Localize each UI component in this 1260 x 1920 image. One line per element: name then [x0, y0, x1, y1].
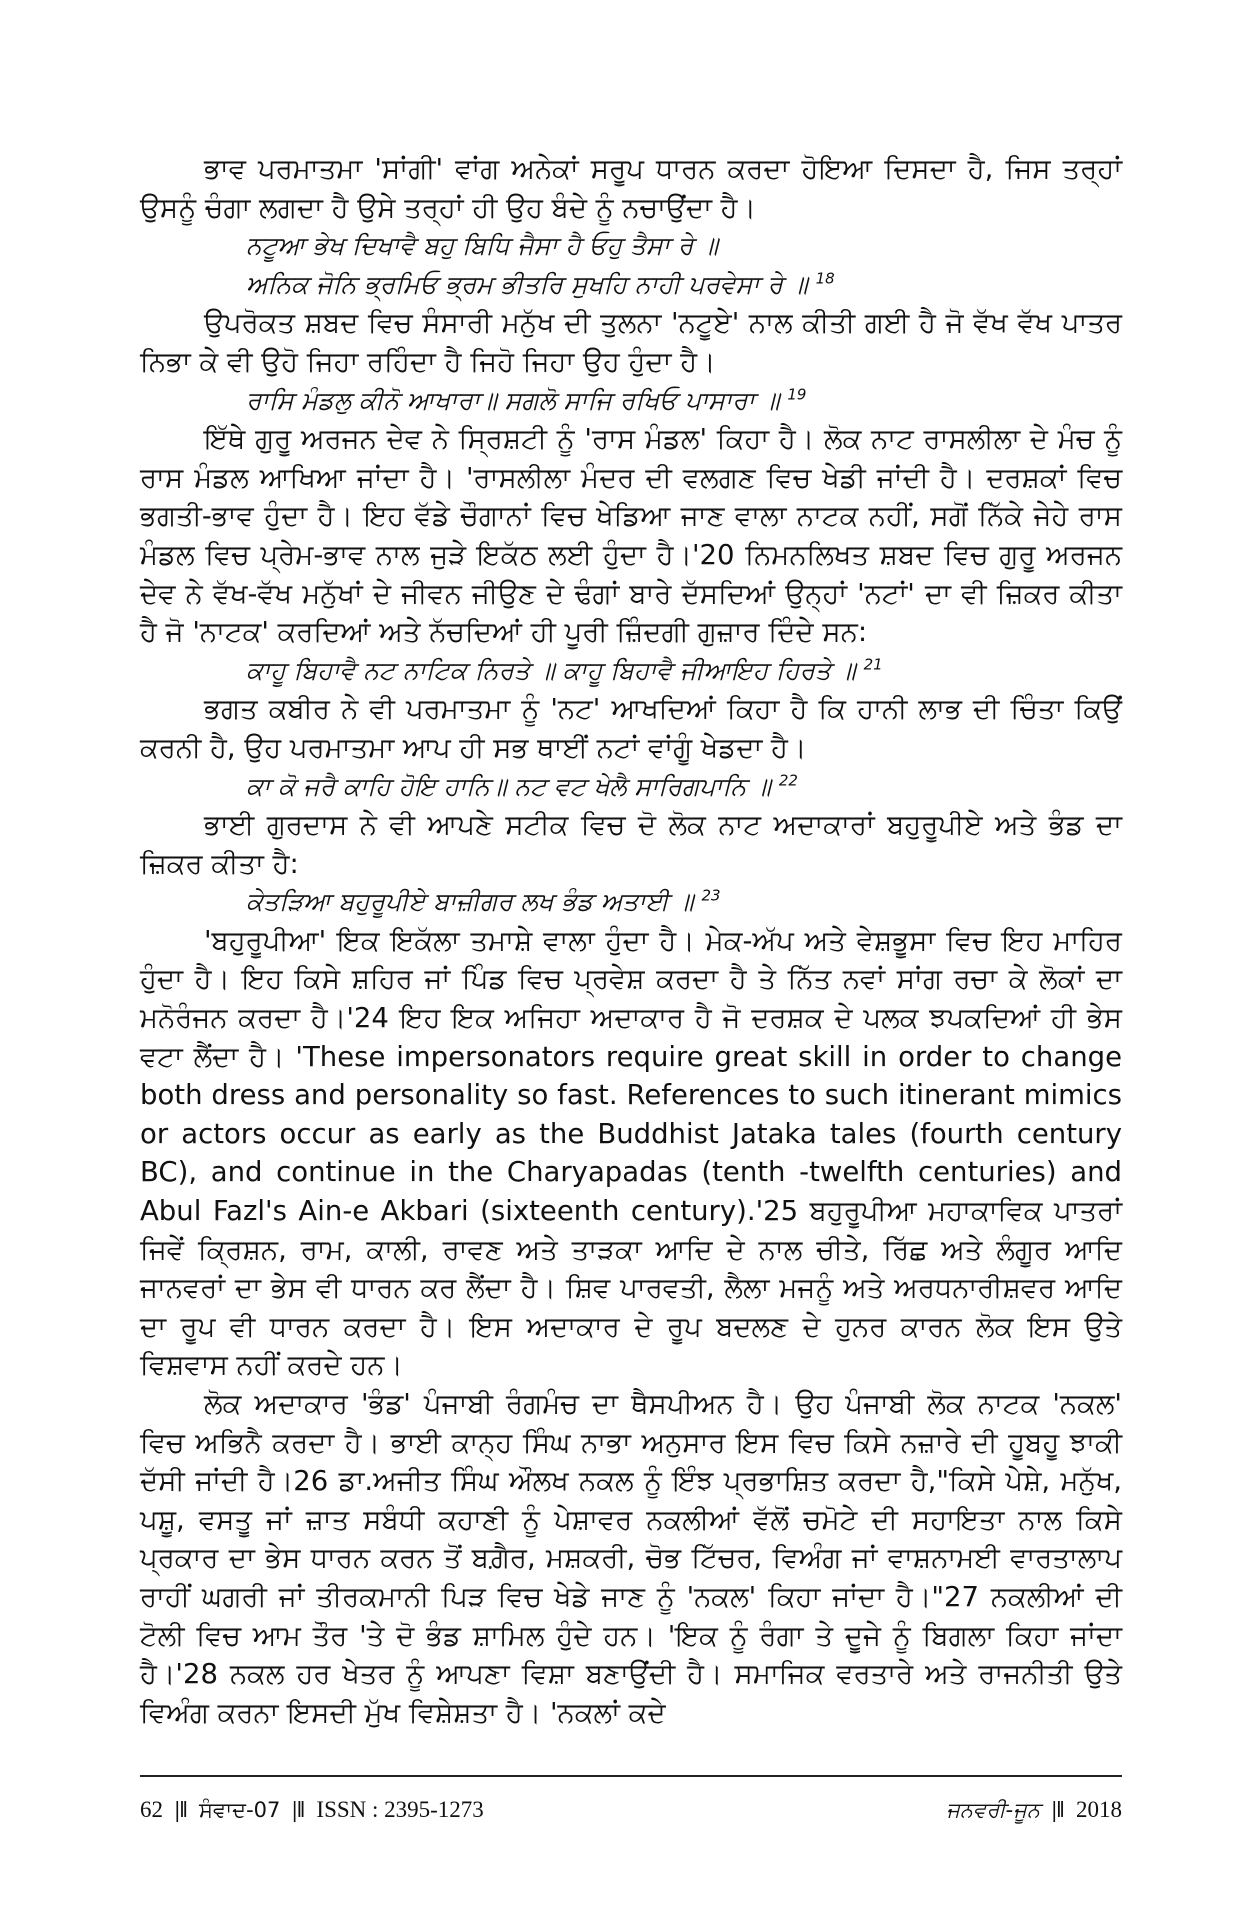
footnote-marker: 18: [815, 269, 835, 288]
verse-text: ਨਟੂਆ ਭੇਖ ਦਿਖਾਵੈ ਬਹੁ ਬਿਧਿ ਜੈਸਾ ਹੈ ਓਹੁ ਤੈਸਾ ਰੇ ॥: [246, 231, 719, 261]
verse-line: [140, 652, 1122, 691]
footnote-marker: 23: [701, 886, 721, 905]
verse-text: ਅਨਿਕ ਜੋਨਿ ਭ੍ਰਮਿਓ ਭ੍ਰਮ ਭੀਤਰਿ ਸੁਖਹਿ ਨਾਹੀ ਪਰਵੇਸਾ ਰੇ ॥: [246, 269, 808, 299]
paragraph: ਇੱਥੇ ਗੁਰੂ ਅਰਜਨ ਦੇਵ ਨੇ ਸ੍ਰਿਸ਼ਟੀ ਨੂੰ 'ਰਾਸ ਮੰਡਲ' ਕਿਹਾ ਹੈ। ਲੋਕ ਨਾਟ ਰਾਸਲੀਲਾ ਦੇ ਮੰਚ ਨੂੰ ਰਾਸ ਮੰਡਲ ਆਖਿਆ ਜਾਂਦਾ ਹੈ। 'ਰਾਸਲੀਲਾ ਮੰਦਰ ਦੀ ਵਲਗਣ ਵਿਚ ਖੇਡੀ ਜਾਂਦੀ ਹੈ। ਦਰਸ਼ਕਾਂ ਵਿਚ ਭਗਤੀ-ਭਾਵ ਹੁੰਦਾ ਹੈ। ਇਹ ਵੱਡੇ ਚੌਗਾਨਾਂ ਵਿਚ ਖੇਡਿਆ ਜਾਣ ਵਾਲਾ ਨਾਟਕ ਨਹੀਂ, ਸਗੋਂ ਨਿੱਕੇ ਜੇਹੇ ਰਾਸ ਮੰਡਲ ਵਿਚ ਪ੍ਰੇਮ-ਭਾਵ ਨਾਲ ਜੁੜੇ ਇਕੱਠ ਲਈ ਹੁੰਦਾ ਹੈ।'20 ਨਿਮਨਲਿਖਤ ਸ਼ਬਦ ਵਿਚ ਗੁਰੂ ਅਰਜਨ ਦੇਵ ਨੇ ਵੱਖ-ਵੱਖ ਮਨੁੱਖਾਂ ਦੇ ਜੀਵਨ ਜੀਉਣ ਦੇ ਢੰਗਾਂ ਬਾਰੇ ਦੱਸਦਿਆਂ ਉਨ੍ਹਾਂ 'ਨਟਾਂ' ਦਾ ਵੀ ਜ਼ਿਕਰ ਕੀਤਾ ਹੈ ਜੋ 'ਨਾਟਕ' ਕਰਦਿਆਂ ਅਤੇ ਨੱਚਦਿਆਂ ਹੀ ਪੂਰੀ ਜ਼ਿੰਦਗੀ ਗੁਜ਼ਾਰ ਦਿੰਦੇ ਸਨ:: [140, 423, 1122, 649]
verse-text: ਕਾਹੂ ਬਿਹਾਵੈ ਨਟ ਨਾਟਿਕ ਨਿਰਤੇ ॥ ਕਾਹੂ ਬਿਹਾਵੈ ਜੀਆਇਹ ਹਿਰਤੇ ॥: [246, 655, 856, 685]
page-body: [140, 150, 1122, 1732]
footnote-marker: 21: [863, 655, 883, 674]
verse-line: [140, 768, 1122, 807]
footnote-marker: 19: [787, 385, 807, 404]
paragraph: ਉਪਰੋਕਤ ਸ਼ਬਦ ਵਿਚ ਸੰਸਾਰੀ ਮਨੁੱਖ ਦੀ ਤੁਲਨਾ 'ਨਟੂਏ' ਨਾਲ ਕੀਤੀ ਗਈ ਹੈ ਜੋ ਵੱਖ ਵੱਖ ਪਾਤਰ ਨਿਭਾ ਕੇ ਵੀ ਉਹੋ ਜਿਹਾ ਰਹਿੰਦਾ ਹੈ ਜਿਹੋ ਜਿਹਾ ਉਹ ਹੁੰਦਾ ਹੈ।: [140, 307, 1122, 378]
verse-line: [140, 227, 1122, 266]
paragraph: ਭਾਵ ਪਰਮਾਤਮਾ 'ਸਾਂਗੀ' ਵਾਂਗ ਅਨੇਕਾਂ ਸਰੂਪ ਧਾਰਨ ਕਰਦਾ ਹੋਇਆ ਦਿਸਦਾ ਹੈ, ਜਿਸ ਤਰ੍ਹਾਂ ਉਸਨੂੰ ਚੰਗਾ ਲਗਦਾ ਹੈ ਉਸੇ ਤਰ੍ਹਾਂ ਹੀ ਉਹ ਬੰਦੇ ਨੂੰ ਨਚਾਉਂਦਾ ਹੈ।: [140, 153, 1122, 224]
paragraph: ਭਾਈ ਗੁਰਦਾਸ ਨੇ ਵੀ ਆਪਣੇ ਸਟੀਕ ਵਿਚ ਦੋ ਲੋਕ ਨਾਟ ਅਦਾਕਾਰਾਂ ਬਹੁਰੂਪੀਏ ਅਤੇ ਭੰਡ ਦਾ ਜ਼ਿਕਰ ਕੀਤਾ ਹੈ:: [140, 809, 1122, 880]
verse-line: [140, 883, 1122, 922]
verse-text: ਕਾ ਕੋ ਜਰੈ ਕਾਹਿ ਹੋਇ ਹਾਨਿ॥ ਨਟ ਵਟ ਖੇਲੈ ਸਾਰਿਗਪਾਨਿ ॥: [246, 771, 771, 801]
separator-glyph: |‖: [1051, 1797, 1065, 1822]
journal-name: ਸੰਵਾਦ-07: [199, 1798, 281, 1822]
footer-left: [140, 1790, 484, 1830]
footnote-marker: 22: [778, 771, 798, 790]
verse-line: [140, 382, 1122, 421]
footer-right: [946, 1790, 1122, 1830]
separator-glyph: |‖: [174, 1797, 188, 1822]
paragraph: ਭਗਤ ਕਬੀਰ ਨੇ ਵੀ ਪਰਮਾਤਮਾ ਨੂੰ 'ਨਟ' ਆਖਦਿਆਂ ਕਿਹਾ ਹੈ ਕਿ ਹਾਨੀ ਲਾਭ ਦੀ ਚਿੰਤਾ ਕਿਉਂ ਕਰਨੀ ਹੈ, ਉਹ ਪਰਮਾਤਮਾ ਆਪ ਹੀ ਸਭ ਥਾਈਂ ਨਟਾਂ ਵਾਂਗੂੰ ਖੇਡਦਾ ਹੈ।: [140, 693, 1122, 764]
paragraph: 'ਬਹੁਰੂਪੀਆ' ਇਕ ਇਕੱਲਾ ਤਮਾਸ਼ੇ ਵਾਲਾ ਹੁੰਦਾ ਹੈ। ਮੇਕ-ਅੱਪ ਅਤੇ ਵੇਸ਼ਭੂਸਾ ਵਿਚ ਇਹ ਮਾਹਿਰ ਹੁੰਦਾ ਹੈ। ਇਹ ਕਿਸੇ ਸ਼ਹਿਰ ਜਾਂ ਪਿੰਡ ਵਿਚ ਪ੍ਰਵੇਸ਼ ਕਰਦਾ ਹੈ ਤੇ ਨਿੱਤ ਨਵਾਂ ਸਾਂਗ ਰਚਾ ਕੇ ਲੋਕਾਂ ਦਾ ਮਨੋਰੰਜਨ ਕਰਦਾ ਹੈ।'24 ਇਹ ਇਕ ਅਜਿਹਾ ਅਦਾਕਾਰ ਹੈ ਜੋ ਦਰਸ਼ਕ ਦੇ ਪਲਕ ਝਪਕਦਿਆਂ ਹੀ ਭੇਸ ਵਟਾ ਲੈਂਦਾ ਹੈ। 'These impersonators require great skill in order to change both dress and personality so fast. References to such itinerant mimics or actors occur as early as the Buddhist Jataka tales (fourth century BC), and continue in the Charyapadas (tenth -twelfth centuries) and Abul Fazl's Ain-e Akbari (sixteenth century).'25 ਬਹੁਰੂਪੀਆ ਮਹਾਕਾਵਿਕ ਪਾਤਰਾਂ ਜਿਵੇਂ ਕ੍ਰਿਸ਼ਨ, ਰਾਮ, ਕਾਲੀ, ਰਾਵਣ ਅਤੇ ਤਾੜਕਾ ਆਦਿ ਦੇ ਨਾਲ ਚੀਤੇ, ਰਿੱਛ ਅਤੇ ਲੰਗੂਰ ਆਦਿ ਜਾਨਵਰਾਂ ਦਾ ਭੇਸ ਵੀ ਧਾਰਨ ਕਰ ਲੈਂਦਾ ਹੈ। ਸ਼ਿਵ ਪਾਰਵਤੀ, ਲੈਲਾ ਮਜਨੂੰ ਅਤੇ ਅਰਧਨਾਰੀਸ਼ਵਰ ਆਦਿ ਦਾ ਰੂਪ ਵੀ ਧਾਰਨ ਕਰਦਾ ਹੈ। ਇਸ ਅਦਾਕਾਰ ਦੇ ਰੂਪ ਬਦਲਣ ਦੇ ਹੁਨਰ ਕਾਰਨ ਲੋਕ ਇਸ ਉਤੇ ਵਿਸ਼ਵਾਸ ਨਹੀਂ ਕਰਦੇ ਹਨ।: [140, 924, 1122, 1382]
paragraph: ਲੋਕ ਅਦਾਕਾਰ 'ਭੰਡ' ਪੰਜਾਬੀ ਰੰਗਮੰਚ ਦਾ ਥੈਸਪੀਅਨ ਹੈ। ਉਹ ਪੰਜਾਬੀ ਲੋਕ ਨਾਟਕ 'ਨਕਲ' ਵਿਚ ਅਭਿਨੈ ਕਰਦਾ ਹੈ। ਭਾਈ ਕਾਨ੍ਹ ਸਿੰਘ ਨਾਭਾ ਅਨੁਸਾਰ ਇਸ ਵਿਚ ਕਿਸੇ ਨਜ਼ਾਰੇ ਦੀ ਹੂਬਹੂ ਝਾਕੀ ਦੱਸੀ ਜਾਂਦੀ ਹੈ।26 ਡਾ.ਅਜੀਤ ਸਿੰਘ ਔਲਖ ਨਕਲ ਨੂੰ ਇੰਝ ਪ੍ਰਭਾਸ਼ਿਤ ਕਰਦਾ ਹੈ,"ਕਿਸੇ ਪੇਸ਼ੇ, ਮਨੁੱਖ, ਪਸ਼ੂ, ਵਸਤੂ ਜਾਂ ਜ਼ਾਤ ਸਬੰਧੀ ਕਹਾਣੀ ਨੂੰ ਪੇਸ਼ਾਵਰ ਨਕਲੀਆਂ ਵੱਲੋਂ ਚਮੋਟੇ ਦੀ ਸਹਾਇਤਾ ਨਾਲ ਕਿਸੇ ਪ੍ਰਕਾਰ ਦਾ ਭੇਸ ਧਾਰਨ ਕਰਨ ਤੋਂ ਬਗ਼ੈਰ, ਮਸ਼ਕਰੀ, ਚੋਭ ਟਿੱਚਰ, ਵਿਅੰਗ ਜਾਂ ਵਾਸ਼ਨਾਮਈ ਵਾਰਤਾਲਾਪ ਰਾਹੀਂ ਘਗਰੀ ਜਾਂ ਤੀਰਕਮਾਨੀ ਪਿੜ ਵਿਚ ਖੇਡੇ ਜਾਣ ਨੂੰ 'ਨਕਲ' ਕਿਹਾ ਜਾਂਦਾ ਹੈ।"27 ਨਕਲੀਆਂ ਦੀ ਟੋਲੀ ਵਿਚ ਆਮ ਤੌਰ 'ਤੇ ਦੋ ਭੰਡ ਸ਼ਾਮਿਲ ਹੁੰਦੇ ਹਨ। 'ਇਕ ਨੂੰ ਰੰਗਾ ਤੇ ਦੂਜੇ ਨੂੰ ਬਿਗਲਾ ਕਿਹਾ ਜਾਂਦਾ ਹੈ।'28 ਨਕਲ ਹਰ ਖੇਤਰ ਨੂੰ ਆਪਣਾ ਵਿਸ਼ਾ ਬਣਾਉਂਦੀ ਹੈ। ਸਮਾਜਿਕ ਵਰਤਾਰੇ ਅਤੇ ਰਾਜਨੀਤੀ ਉਤੇ ਵਿਅੰਗ ਕਰਨਾ ਇਸਦੀ ਮੁੱਖ ਵਿਸ਼ੇਸ਼ਤਾ ਹੈ। 'ਨਕਲਾਂ ਕਦੇ: [140, 1388, 1122, 1729]
page-footer: [140, 1790, 1122, 1830]
verse-line: [140, 266, 1122, 305]
footer-rule: [140, 1775, 1122, 1777]
issue-months: ਜਨਵਰੀ-ਜੂਨ: [946, 1798, 1040, 1822]
verse-text: ਰਾਸਿ ਮੰਡਲੁ ਕੀਨੋ ਆਖਾਰਾ॥ ਸਗਲੋ ਸਾਜਿ ਰਖਿਓ ਪਾਸਾਰਾ ॥: [246, 385, 780, 415]
issn: ISSN : 2395-1273: [316, 1797, 484, 1822]
separator-glyph: |‖: [292, 1797, 305, 1822]
issue-year: 2018: [1076, 1797, 1122, 1822]
verse-text: ਕੇਤੜਿਆ ਬਹੁਰੂਪੀਏ ਬਾਜ਼ੀਗਰ ਲਖ ਭੰਡ ਅਤਾਈ ॥: [246, 887, 694, 917]
page-number: 62: [140, 1797, 163, 1822]
